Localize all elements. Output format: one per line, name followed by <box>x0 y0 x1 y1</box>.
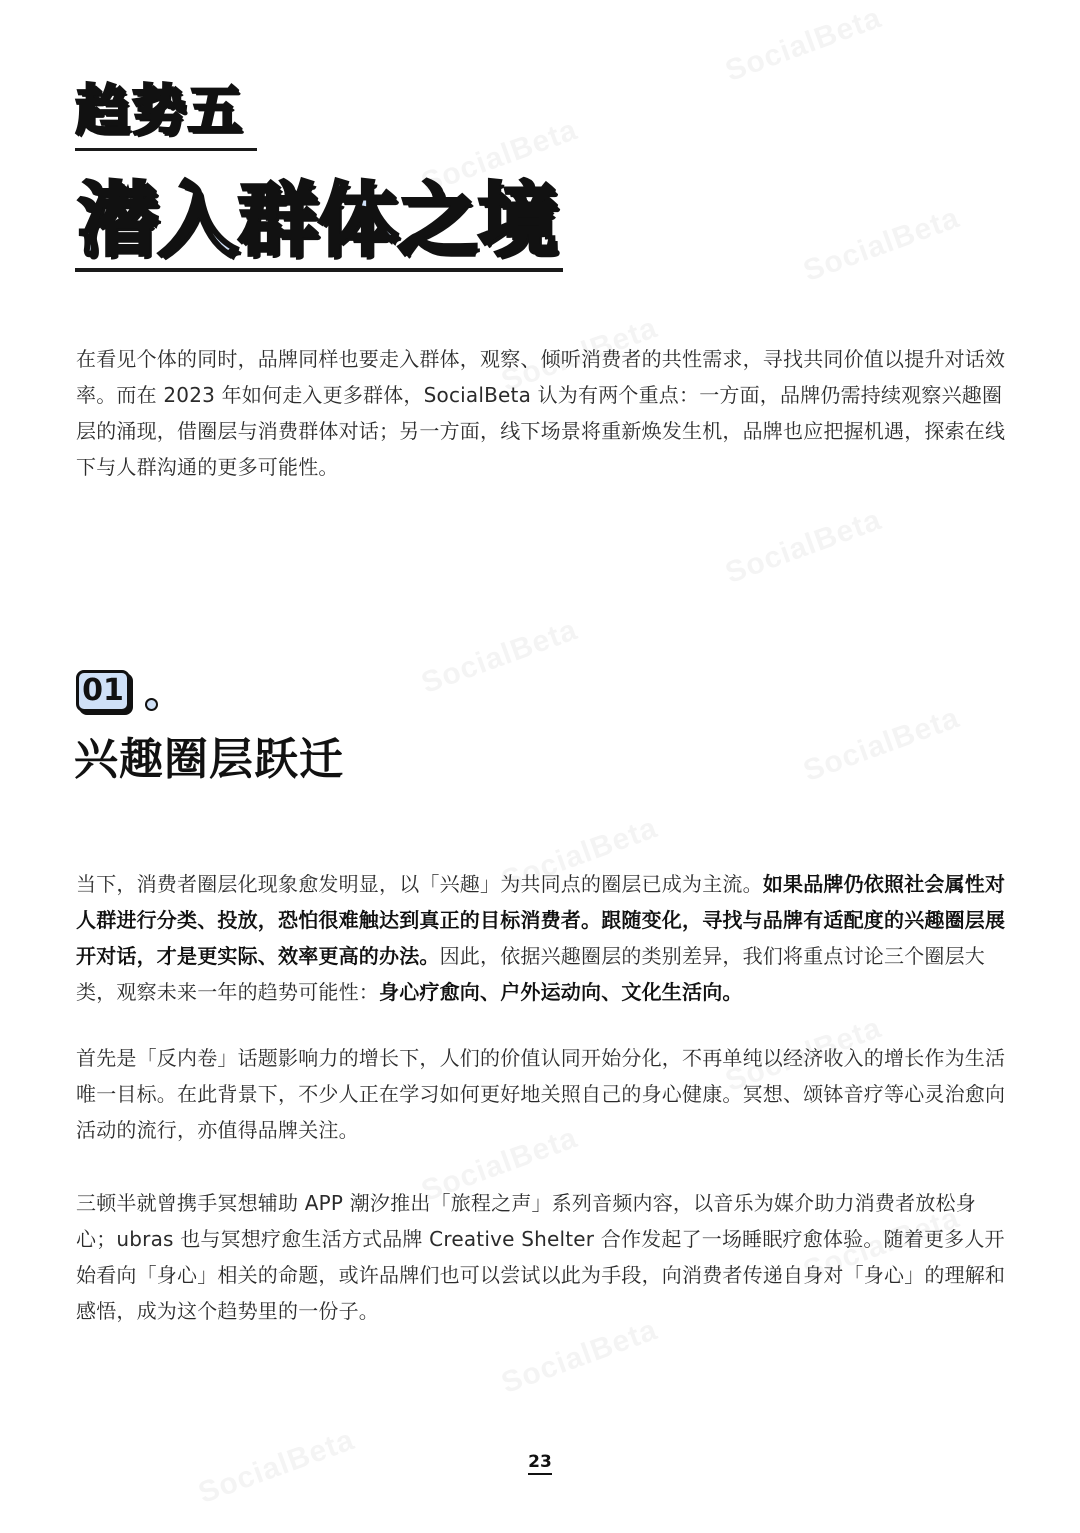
watermark <box>721 1 886 89</box>
section-paragraph-1 <box>76 866 1006 1010</box>
paragraph-bold-text: 如果品牌仍依照社会属性对人群进行分类、投放，恐怕很难触达到真正的目标消费者。跟随变化，寻找与品牌有适配度的兴趣圈层展开对话，才是更实际、效率更高的办法。 <box>76 872 1006 968</box>
section-title: 兴趣圈层跃迁 <box>74 734 344 785</box>
section-dot-icon <box>145 698 158 711</box>
watermark <box>799 701 964 789</box>
page-number-text: 23 <box>528 1452 552 1475</box>
paragraph-text: 当下，消费者圈层化现象愈发明显，以「兴趣」为共同点的圈层已成为主流。 <box>76 872 763 896</box>
section-paragraph-3: 三顿半就曾携手冥想辅助 APP 潮汐推出「旅程之声」系列音频内容，以音乐为媒介助力消费者放松身心；ubras 也与冥想疗愈生活方式品牌 Creative Shelter 合作发起了一场睡眠疗愈体验。随着更多人开始看向「身心」相关的命题，或许品牌们也可以尝试以此为手段，向消费者传递自身对「身心」的理解和感悟，成为这个趋势里的一份子。 <box>76 1191 1006 1323</box>
section-paragraph-2: 首先是「反内卷」话题影响力的增长下，人们的价值认同开始分化，不再单纯以经济收入的增长作为生活唯一目标。在此背景下，不少人正在学习如何更好地关照自己的身心健康。冥想、颂钵音疗等心灵治愈向活动的流行，亦值得品牌关注。 <box>76 1046 1006 1142</box>
page-number <box>0 1452 1080 1472</box>
intro-paragraph: 在看见个体的同时，品牌同样也要走入群体，观察、倾听消费者的共性需求，寻找共同价值以提升对话效率。而在 2023 年如何走入更多群体，SocialBeta 认为有两个重点：一方面，品牌仍需持续观察兴趣圈层的涌现，借圈层与消费群体对话；另一方面，线下场景将重新焕发生机，品牌也应把握机遇，探索在线下与人群沟通的更多可能性。 <box>76 347 1006 479</box>
header-divider-short <box>75 148 257 151</box>
paragraph-bold-text: 身心疗愈向、户外运动向、文化生活向。 <box>379 980 743 1004</box>
watermark <box>417 613 582 701</box>
header-divider-long <box>75 268 563 272</box>
watermark <box>799 201 964 289</box>
paragraph-text: 因此，依据兴趣圈层的类别差异，我们将重点讨论三个圈层大类，观察未来一年的趋势可能性： <box>76 944 986 1004</box>
trend-label: 趋势五 <box>76 79 244 142</box>
watermark <box>721 503 886 591</box>
trend-title: 潜入群体之境 <box>78 174 558 267</box>
section-number-badge: 01 <box>76 670 130 712</box>
